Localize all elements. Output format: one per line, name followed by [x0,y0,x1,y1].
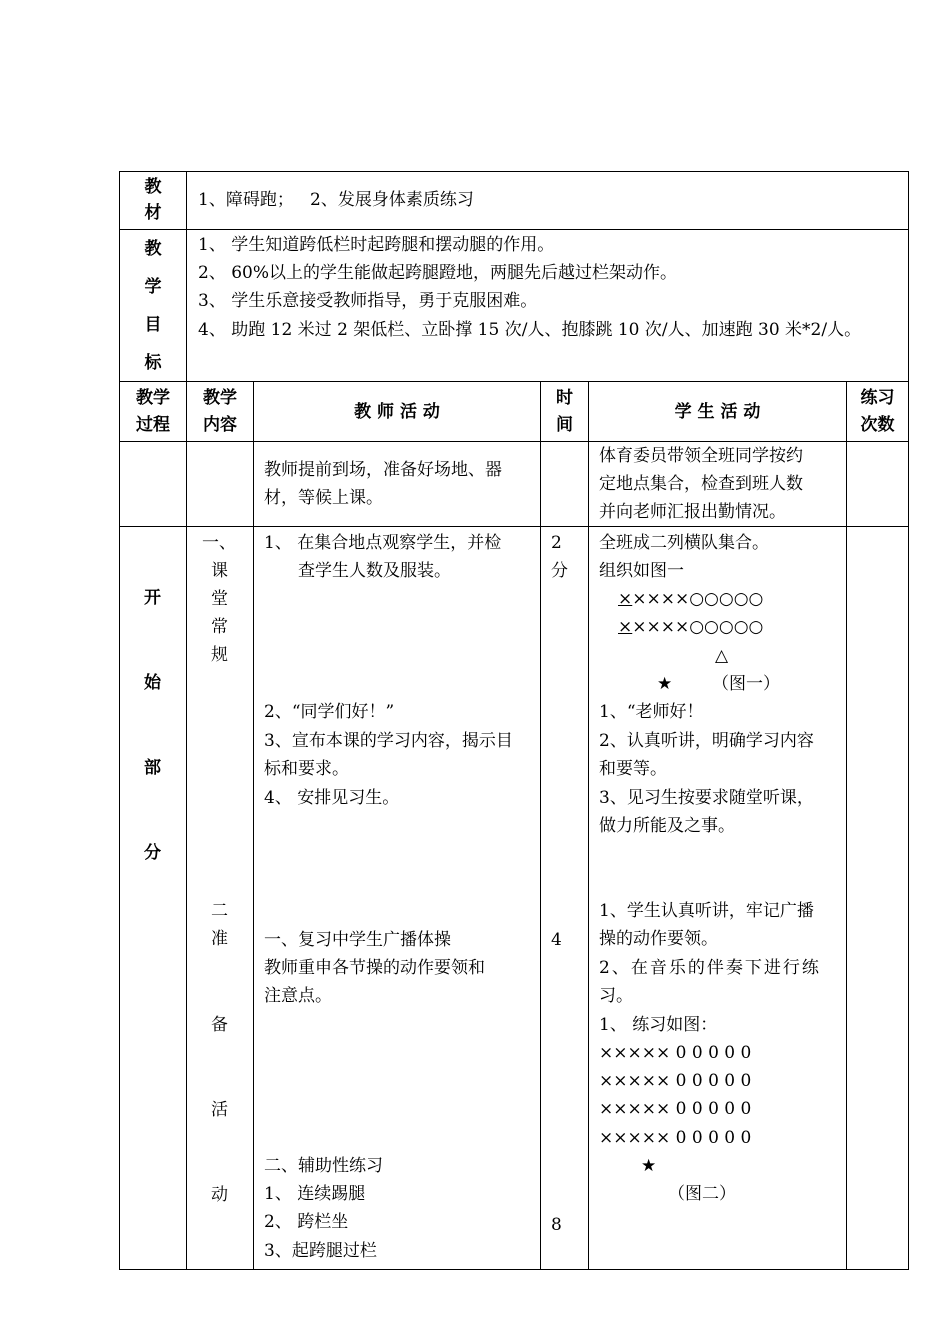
triangle-icon: △ [715,646,729,666]
section-char: 部 [144,758,161,778]
goal-item: 2、 60%以上的学生能做起跨腿蹬地，两腿先后越过栏架动作。 [198,263,678,283]
teacher-line: 1、 连续踢腿 [264,1184,366,1204]
header-process: 教学 过程 [136,388,170,435]
formation-members: ××××○○○○○ [632,617,764,637]
student-line: 2、认真听讲，明确学习内容 [599,731,814,751]
label-char: 标 [144,353,162,373]
material-label [120,174,186,226]
section-char: 始 [144,673,161,693]
goal-item: 3、 学生乐意接受教师指导，勇于克服困难。 [198,291,538,311]
formation-grid-row: ××××× 0 0 0 0 0 [599,1128,752,1148]
teacher-line: 3、起跨腿过栏 [264,1241,377,1261]
table-border [119,171,909,172]
header-practice: 练习 次数 [860,388,895,435]
student-line: 组织如图一 [599,561,684,581]
formation-grid-row: ××××× 0 0 0 0 0 [599,1071,752,1091]
teacher-line: 教师重申各节操的动作要领和 [264,958,485,978]
row-divider [119,526,909,527]
label-char: 目 [144,315,162,335]
header-student: 学 生 活 动 [674,402,761,422]
content-char: 动 [211,1185,228,1205]
student-line: 全班成二列横队集合。 [599,533,769,553]
student-line: 2、在音乐的伴奏下进行练 [599,958,821,978]
pre-student-line: 定地点集合，检查到班人数 [599,474,803,494]
student-line: 1、学生认真听讲，牢记广播 [599,901,814,921]
goal-item: 1、 学生知道跨低栏时起跨腿和摆动腿的作用。 [198,235,555,255]
content-heading: 一、 [202,533,236,553]
teacher-line: 标和要求。 [264,759,349,779]
formation-members: ××××○○○○○ [632,589,764,609]
time-value: 2 [551,533,562,553]
label-char: 材 [144,203,162,223]
teacher-line: 4、 安排见习生。 [264,788,400,808]
table-border [908,171,909,1270]
material-text: 1、障碍跑； 2、发展身体素质练习 [198,190,474,210]
section-char: 分 [144,843,161,863]
content-char: 规 [211,645,228,665]
content-char: 准 [211,929,228,949]
pre-student-line: 体育委员带领全班同学按约 [599,446,803,466]
column-divider [846,381,847,1270]
student-line: 操的动作要领。 [599,929,718,949]
teacher-line: 2、“同学们好！” [264,702,395,722]
teacher-line: 1、 在集合地点观察学生，并检 [264,533,502,553]
figure-caption: （图二） [668,1184,736,1204]
content-char: 活 [211,1100,228,1120]
label-char: 学 [144,277,162,297]
column-divider [186,171,187,1270]
teacher-line: 二、辅助性练习 [264,1156,383,1176]
teacher-line: 注意点。 [264,986,332,1006]
student-line: 1、 练习如图： [599,1015,718,1035]
student-line: 和要等。 [599,759,667,779]
header-time: 时 间 [556,388,573,435]
section-char: 开 [144,588,161,608]
formation-row [618,613,763,641]
label-char: 教 [144,239,162,259]
time-value: 4 [551,930,562,950]
label-char: 教 [144,177,162,197]
formation-row [618,585,763,613]
content-char: 堂 [211,589,228,609]
pre-teacher-line: 教师提前到场，准备好场地、器 [264,460,502,480]
content-char: 课 [211,561,228,581]
content-char: 备 [211,1015,228,1035]
time-value: 8 [551,1215,562,1235]
header-teacher: 教 师 活 动 [354,402,440,422]
formation-grid-row: ××××× 0 0 0 0 0 [599,1043,752,1063]
goals-label [120,230,186,382]
header-content: 教学 内容 [203,388,237,435]
student-line: 3、见习生按要求随堂听课， [599,788,814,808]
content-char: 二 [211,901,228,921]
row-divider [119,229,909,230]
column-divider [540,381,541,1270]
figure-caption: （图一） [712,674,780,694]
pre-teacher-line: 材，等候上课。 [264,488,383,508]
content-char: 常 [211,617,228,637]
time-unit: 分 [551,561,568,581]
star-icon: ★ [657,674,673,694]
column-divider [253,381,254,1270]
star-icon: ★ [641,1156,657,1176]
pre-student-line: 并向老师汇报出勤情况。 [599,502,786,522]
student-line: 1、“老师好！ [599,702,704,722]
formation-leader: × [618,617,633,637]
table-border [119,1269,909,1270]
teacher-line: 2、 跨栏坐 [264,1212,349,1232]
student-line: 做力所能及之事。 [599,816,735,836]
column-divider [588,381,589,1270]
teacher-line: 3、宣布本课的学习内容，揭示目 [264,731,513,751]
formation-grid-row: ××××× 0 0 0 0 0 [599,1099,752,1119]
teacher-line: 查学生人数及服装。 [298,561,451,581]
teacher-line: 一、复习中学生广播体操 [264,930,451,950]
goal-item: 4、 助跑 12 米过 2 架低栏、立卧撑 15 次/人、抱膝跳 10 次/人、加速跑 30 米*2/人。 [198,320,862,340]
row-divider [119,381,909,382]
student-line: 习。 [599,986,633,1006]
formation-leader: × [618,589,633,609]
